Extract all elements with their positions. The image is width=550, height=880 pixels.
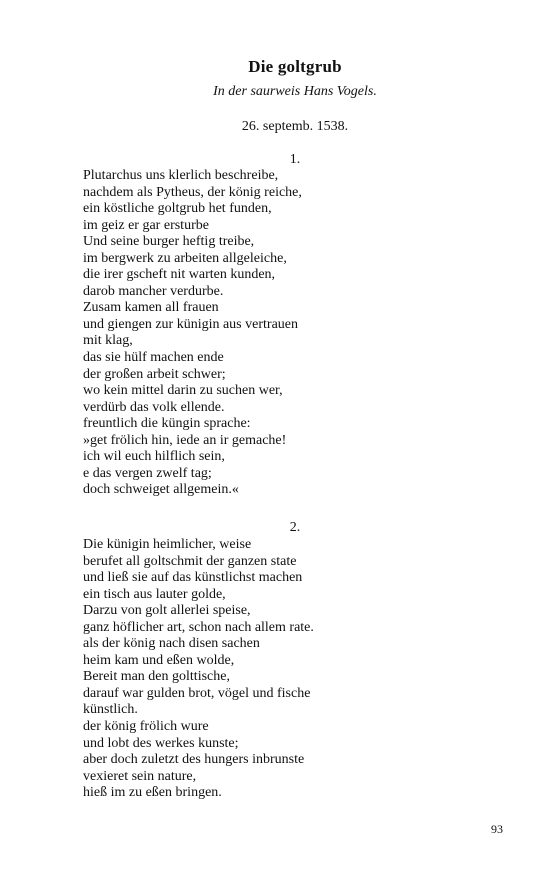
verse-line: ganz höflicher art, schon nach allem rate. <box>83 619 314 635</box>
verse-line: Und seine burger heftig treibe, <box>83 234 255 250</box>
verse-line: Plutarchus uns klerlich beschreibe, <box>83 168 279 183</box>
verse-line: darauf war gulden brot, vögel und fische <box>83 685 311 701</box>
verse-line: im geiz er gar ersturbe <box>83 217 209 233</box>
verse-line: das sie hülf machen ende <box>83 350 224 366</box>
poem-subtitle: In der saurweis Hans Vogels. <box>213 84 377 99</box>
verse-line: vexieret sein nature, <box>83 768 197 784</box>
stanza-2 <box>83 537 503 802</box>
verse-line: darob mancher verdurbe. <box>83 283 224 299</box>
verse-line: der könig frölich wure <box>83 719 209 735</box>
verse-line: ein köstliche goltgrub het funden, <box>83 201 272 217</box>
poem-title: Die goltgrub <box>248 57 342 76</box>
verse-line: ich wil euch hilflich sein, <box>83 449 225 465</box>
verse-line: Die künigin heimlicher, weise <box>83 537 252 552</box>
verse-line: freuntlich die küngin sprache: <box>83 416 251 432</box>
verse-line: der großen arbeit schwer; <box>83 366 226 382</box>
verse-line: hieß im zu eßen bringen. <box>83 785 222 801</box>
verse-line: die irer gscheft nit warten kunden, <box>83 267 276 283</box>
verse-line: verdürb das volk ellende. <box>83 399 225 415</box>
poem-date: 26. septemb. 1538. <box>241 119 349 134</box>
verse-line: wo kein mittel darin zu suchen wer, <box>83 383 283 399</box>
verse-line: doch schweiget allgemein.« <box>83 482 239 498</box>
verse-line: und giengen zur künigin aus vertrauen <box>83 316 298 332</box>
stanza-number: 1. <box>289 152 301 167</box>
verse-line: ein tisch aus lauter golde, <box>83 586 226 602</box>
stanza-number: 2. <box>289 520 301 535</box>
stanza-1 <box>83 168 503 499</box>
verse-line: Darzu von golt allerlei speise, <box>83 603 251 619</box>
verse-line: Zusam kamen all frauen <box>83 300 219 316</box>
verse-line: und ließ sie auf das künstlichst machen <box>83 570 303 586</box>
verse-line: als der könig nach disen sachen <box>83 636 260 652</box>
verse-line: im bergwerk zu arbeiten allgeleiche, <box>83 250 287 266</box>
verse-line: und lobt des werkes kunste; <box>83 735 239 751</box>
verse-line: »get frölich hin, iede an ir gemache! <box>83 432 287 448</box>
page-number: 93 <box>491 822 503 836</box>
verse-line: Bereit man den golttische, <box>83 669 230 685</box>
verse-line: berufet all goltschmit der ganzen state <box>83 553 297 569</box>
verse-line: aber doch zuletzt des hungers inbrunste <box>83 752 305 768</box>
verse-line: nachdem als Pytheus, der könig reiche, <box>83 184 302 200</box>
verse-line: mit klag, <box>83 333 133 349</box>
verse-line: heim kam und eßen wolde, <box>83 652 235 668</box>
verse-line: e das vergen zwelf tag; <box>83 465 212 481</box>
verse-line: künstlich. <box>83 702 138 718</box>
